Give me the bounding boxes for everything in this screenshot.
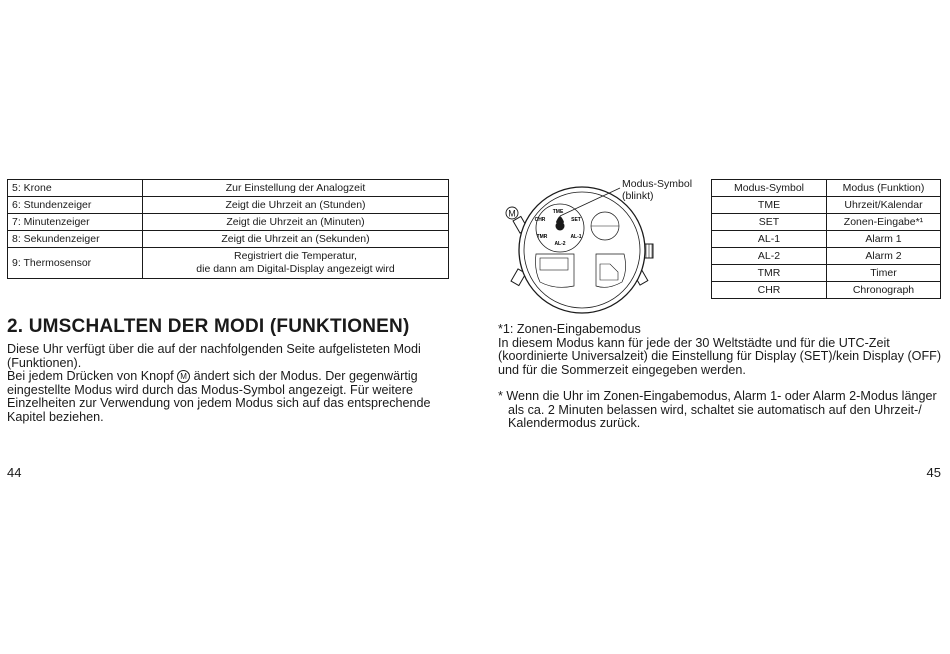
paragraph-line: (Funktionen).	[7, 355, 82, 370]
mode-label: SET	[571, 217, 581, 223]
footnote	[498, 323, 943, 377]
mode-symbol: TME	[712, 197, 827, 214]
section-paragraph	[7, 343, 437, 425]
mode-button-label: M	[508, 208, 516, 219]
mode-function: Alarm 2	[827, 248, 941, 265]
part-name: 7: Minutenzeiger	[8, 214, 143, 231]
footnote-line: (koordinierte Universalzeit) die Einstellung für Display (SET)/kein Display (OFF)	[498, 349, 942, 364]
table-row	[712, 248, 941, 265]
part-description	[143, 248, 449, 279]
note-line: Kalendermodus zurück.	[508, 416, 641, 431]
mode-symbol: TMR	[712, 265, 827, 282]
mode-symbol: AL-2	[712, 248, 827, 265]
table-row	[8, 231, 449, 248]
watch-diagram	[500, 172, 693, 312]
watch-dial	[524, 192, 640, 308]
mode-label: TMR	[536, 234, 548, 240]
part-description: Zeigt die Uhrzeit an (Stunden)	[143, 197, 449, 214]
mode-label: TME	[552, 209, 564, 215]
mode-function: Alarm 1	[827, 231, 941, 248]
page-number-left: 44	[7, 465, 22, 480]
column-header: Modus-Symbol	[712, 180, 827, 197]
column-header: Modus (Funktion)	[827, 180, 941, 197]
table-row	[8, 248, 449, 279]
part-name: 5: Krone	[8, 180, 143, 197]
section-heading: 2. UMSCHALTEN DER MODI (FUNKTIONEN)	[7, 316, 410, 337]
mode-function: Chronograph	[827, 282, 941, 299]
note	[498, 390, 943, 431]
mode-function: Zonen-Eingabe*¹	[827, 214, 941, 231]
mode-symbol: CHR	[712, 282, 827, 299]
modes-table	[711, 179, 941, 299]
part-description: Zeigt die Uhrzeit an (Sekunden)	[143, 231, 449, 248]
mode-label: AL-2	[554, 241, 566, 247]
footnote-title: *1: Zonen-Eingabemodus	[498, 322, 641, 336]
part-name: 8: Sekundenzeiger	[8, 231, 143, 248]
part-description: Zeigt die Uhrzeit an (Minuten)	[143, 214, 449, 231]
paragraph-line: ändert sich der Modus. Der gegenwärtig	[193, 369, 418, 384]
table-row	[712, 197, 941, 214]
part-description-line: die dann am Digital-Display angezeigt wird	[196, 263, 395, 275]
table-row	[8, 180, 449, 197]
table-row	[712, 282, 941, 299]
mode-symbol: SET	[712, 214, 827, 231]
callout-label: Modus-Symbol	[622, 178, 693, 190]
table-row	[8, 197, 449, 214]
callout-label: (blinkt)	[622, 190, 654, 202]
paragraph-line: eingestellte Modus wird durch das Modus-Symbol angezeigt. Für weitere	[7, 382, 413, 397]
table-row	[712, 265, 941, 282]
table-row	[8, 214, 449, 231]
footnote-line: In diesem Modus kann für jede der 30 Weltstädte und für die UTC-Zeit	[498, 335, 890, 350]
note-line: * Wenn die Uhr im Zonen-Eingabemodus, Alarm 1- oder Alarm 2-Modus länger	[498, 389, 937, 403]
footnote-line: und für die Sommerzeit eingegeben werden.	[498, 362, 746, 377]
mode-label: AL-1	[570, 234, 582, 240]
paragraph-line: Bei jedem Drücken von Knopf	[7, 369, 174, 384]
mode-function: Uhrzeit/Kalendar	[827, 197, 941, 214]
mode-symbol: AL-1	[712, 231, 827, 248]
page-number-right: 45	[926, 465, 941, 480]
mode-function: Timer	[827, 265, 941, 282]
paragraph-line: Kapitel beziehen.	[7, 409, 104, 424]
part-name: 6: Stundenzeiger	[8, 197, 143, 214]
paragraph-line: Diese Uhr verfügt über die auf der nachfolgenden Seite aufgelisteten Modi	[7, 342, 421, 356]
table-row	[712, 231, 941, 248]
parts-table	[7, 179, 449, 279]
paragraph-line: Einzelheiten zur Verwendung von jedem Modus sich auf das entsprechende	[7, 396, 431, 411]
part-name: 9: Thermosensor	[8, 248, 143, 279]
note-line: als ca. 2 Minuten belassen wird, schaltet sie automatisch auf den Uhrzeit-/	[508, 402, 922, 417]
mode-button-icon: M	[177, 370, 190, 383]
part-description: Zur Einstellung der Analogzeit	[143, 180, 449, 197]
mode-label: CHR	[534, 217, 546, 223]
table-header-row	[712, 180, 941, 197]
part-description-line: Registriert die Temperatur,	[234, 250, 357, 262]
table-row	[712, 214, 941, 231]
